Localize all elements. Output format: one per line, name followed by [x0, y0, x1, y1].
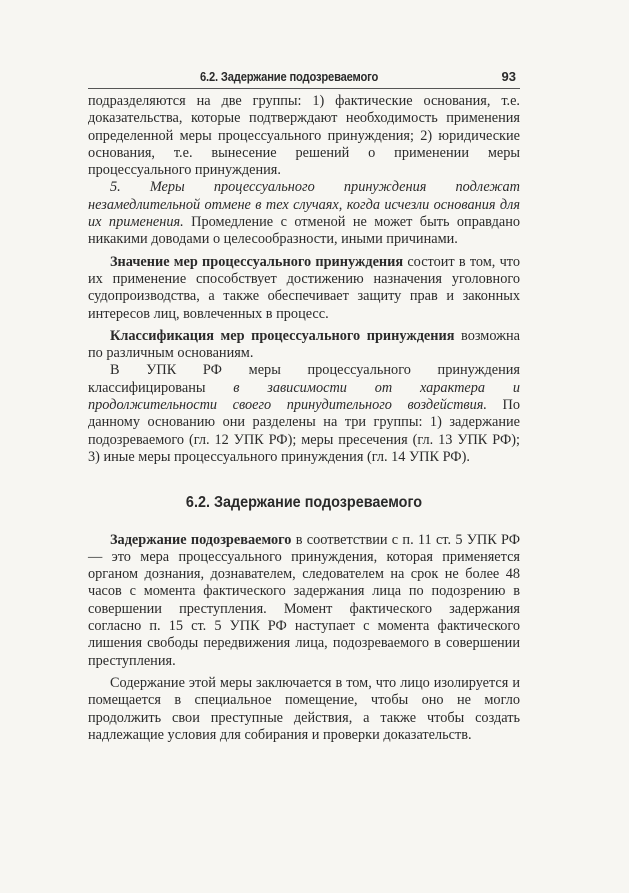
- cancellation-rule-italic: 5. Меры процессуального принуждения подлежат незамедлительной отмене в тех случаях, когда исчезли основания для их применения.: [88, 179, 520, 231]
- body-text: [88, 93, 520, 744]
- upk-groups-italic: в зависимости от характера и продолжительности своего принудительного воздействия.: [88, 379, 520, 414]
- page-number: 93: [501, 69, 516, 84]
- significance-text: состоит в том, что их применение способствует достижению назначения уголовного судопроизводства, а также обеспечивает защиту прав и законных интересов лиц, вовлеченных в процесс.: [88, 253, 520, 322]
- paragraph-grounds: подразделяются на две группы: 1) фактические основания, т.е. доказательства, которые подтверждают необходимость применения определенной меры процессуального принуждения; 2) юридические основания, т.е. вынесение решений о применении меры процессуального принуждения.: [88, 93, 520, 179]
- running-head-title: 6.2. Задержание подозреваемого: [200, 69, 379, 84]
- upk-groups-text-a: В УПК РФ меры процессуального принуждения классифицированы: [88, 362, 520, 396]
- section-heading: 6.2. Задержание подозреваемого: [185, 494, 423, 512]
- detention-definition-text: в соответствии с п. 11 ст. 5 УПК РФ — это мера процессуального принуждения, которая применяется органом дознания, дознавателем, следователем на срок не более 48 часов с момента фактического задержания лица по подозрению в совершении преступления. Момент фактического задержания согласно п. 15 ст. 5 УПК РФ наступает с момента фактического лишения свободы передвижения лица, подозреваемого в совершении преступления.: [88, 531, 521, 669]
- paragraph-detention-definition: [88, 532, 520, 670]
- significance-term: Значение мер процессуального принуждения: [110, 253, 404, 270]
- upk-groups-text-b: По данному основанию они разделены на три группы: 1) задержание подозреваемого (гл. 12 УПК РФ); меры пресечения (гл. 13 УПК РФ); 3) иные меры процессуального принуждения (гл. 14 УПК РФ).: [88, 397, 520, 465]
- paragraph-upk-groups: [88, 362, 520, 466]
- running-header: [88, 68, 520, 89]
- paragraph-classification: [88, 328, 520, 363]
- classification-text: возможна по различным основаниям.: [88, 327, 520, 362]
- classification-term: Классификация мер процессуального принуждения: [110, 327, 455, 344]
- paragraph-significance: [88, 254, 520, 323]
- paragraph-detention-content: Содержание этой меры заключается в том, что лицо изолируется и помещается в специальное помещение, чтобы оно не могло продолжить свои преступные действия, а также чтобы создать надлежащие условия для собирания и проверки доказательств.: [88, 674, 520, 743]
- detention-term: Задержание подозреваемого: [110, 531, 292, 548]
- paragraph-cancellation: [88, 179, 520, 248]
- cancellation-rule-text: Промедление с отменой не может быть оправдано никакими доводами о целесообразности, иными причинами.: [88, 214, 520, 248]
